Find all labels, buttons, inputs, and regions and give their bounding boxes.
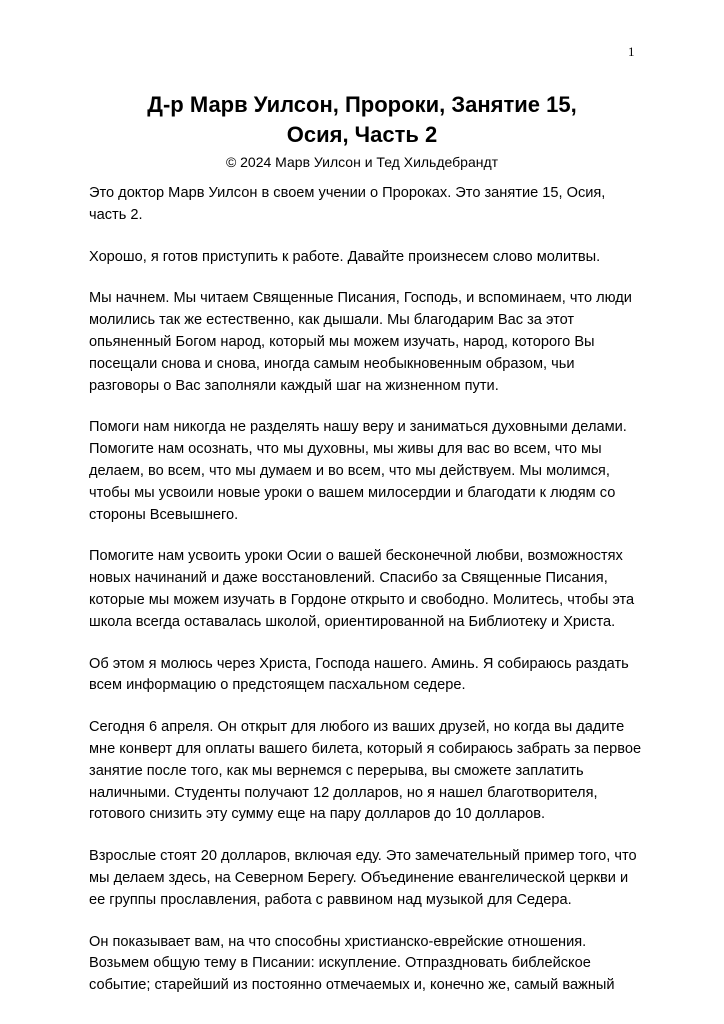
paragraph: Помогите нам усвоить уроки Осии о вашей бесконечной любви, возможностях новых начинаний и даже восстановлений. Спасибо за Священные Писания, которые мы можем изучать в Гордоне открыто и свободно. Молитесь, чтобы эта школа всегда оставалась школой, ориентированной на Библиотеку и Христа. bbox=[89, 548, 635, 630]
title-block bbox=[0, 90, 724, 172]
page-number: 1 bbox=[628, 44, 635, 59]
paragraph: Хорошо, я готов приступить к работе. Давайте произнесем слово молитвы. bbox=[89, 248, 601, 265]
page-title-line-2: Осия, Часть 2 bbox=[286, 122, 438, 147]
paragraph: Он показывает вам, на что способны христианско-еврейские отношения. Возьмем общую тему в Писании: искупление. Отпраздновать библейское событие; старейший из постоянно отмечаемых и, конечно же, самый важный bbox=[89, 933, 615, 994]
paragraph: Мы начнем. Мы читаем Священные Писания, Господь, и вспоминаем, что люди молились так же естественно, как дышали. Мы благодарим Вас за этот опьяненный Богом народ, который мы можем изучать, народ, которого Вы посещали снова и снова, иногда самым необыкновенным образом, чьи разговоры о Вас заполняли каждый шаг на жизненном пути. bbox=[89, 290, 632, 394]
paragraph: Это доктор Марв Уилсон в своем учении о Пророках. Это занятие 15, Осия, часть 2. bbox=[89, 185, 606, 223]
paragraph: Помоги нам никогда не разделять нашу веру и заниматься духовными делами. Помогите нам осознать, что мы духовны, мы живы для вас во всем, что мы делаем, во всем, что мы думаем и во всем, что мы действуем. Мы молимся, чтобы мы усвоили новые уроки о вашем милосердии и благодати к людям со стороны Всевышнего. bbox=[89, 419, 627, 523]
paragraph: Об этом я молюсь через Христа, Господа нашего. Аминь. Я собираюсь раздать всем информацию о предстоящем пасхальном седере. bbox=[89, 655, 629, 694]
copyright-line: © 2024 Марв Уилсон и Тед Хильдебрандт bbox=[225, 154, 499, 170]
body-text bbox=[89, 183, 643, 1017]
paragraph: Взрослые стоят 20 долларов, включая еду. Это замечательный пример того, что мы делаем здесь, на Северном Берегу. Объединение евангелической церкви и ее группы прославления, работа с раввином над музыкой для Седера. bbox=[89, 848, 637, 908]
page-title-line-1: Д-р Марв Уилсон, Пророки, Занятие 15, bbox=[147, 92, 577, 117]
paragraph: Сегодня 6 апреля. Он открыт для любого из ваших друзей, но когда вы дадите мне конверт для оплаты вашего билета, который я собираюсь забрать за первое занятие после того, как мы вернемся с перерыва, вы сможете заплатить наличными. Студенты получают 12 долларов, но я нашел благотворителя, готового снизить эту сумму еще на пару долларов до 10 долларов. bbox=[89, 719, 642, 823]
